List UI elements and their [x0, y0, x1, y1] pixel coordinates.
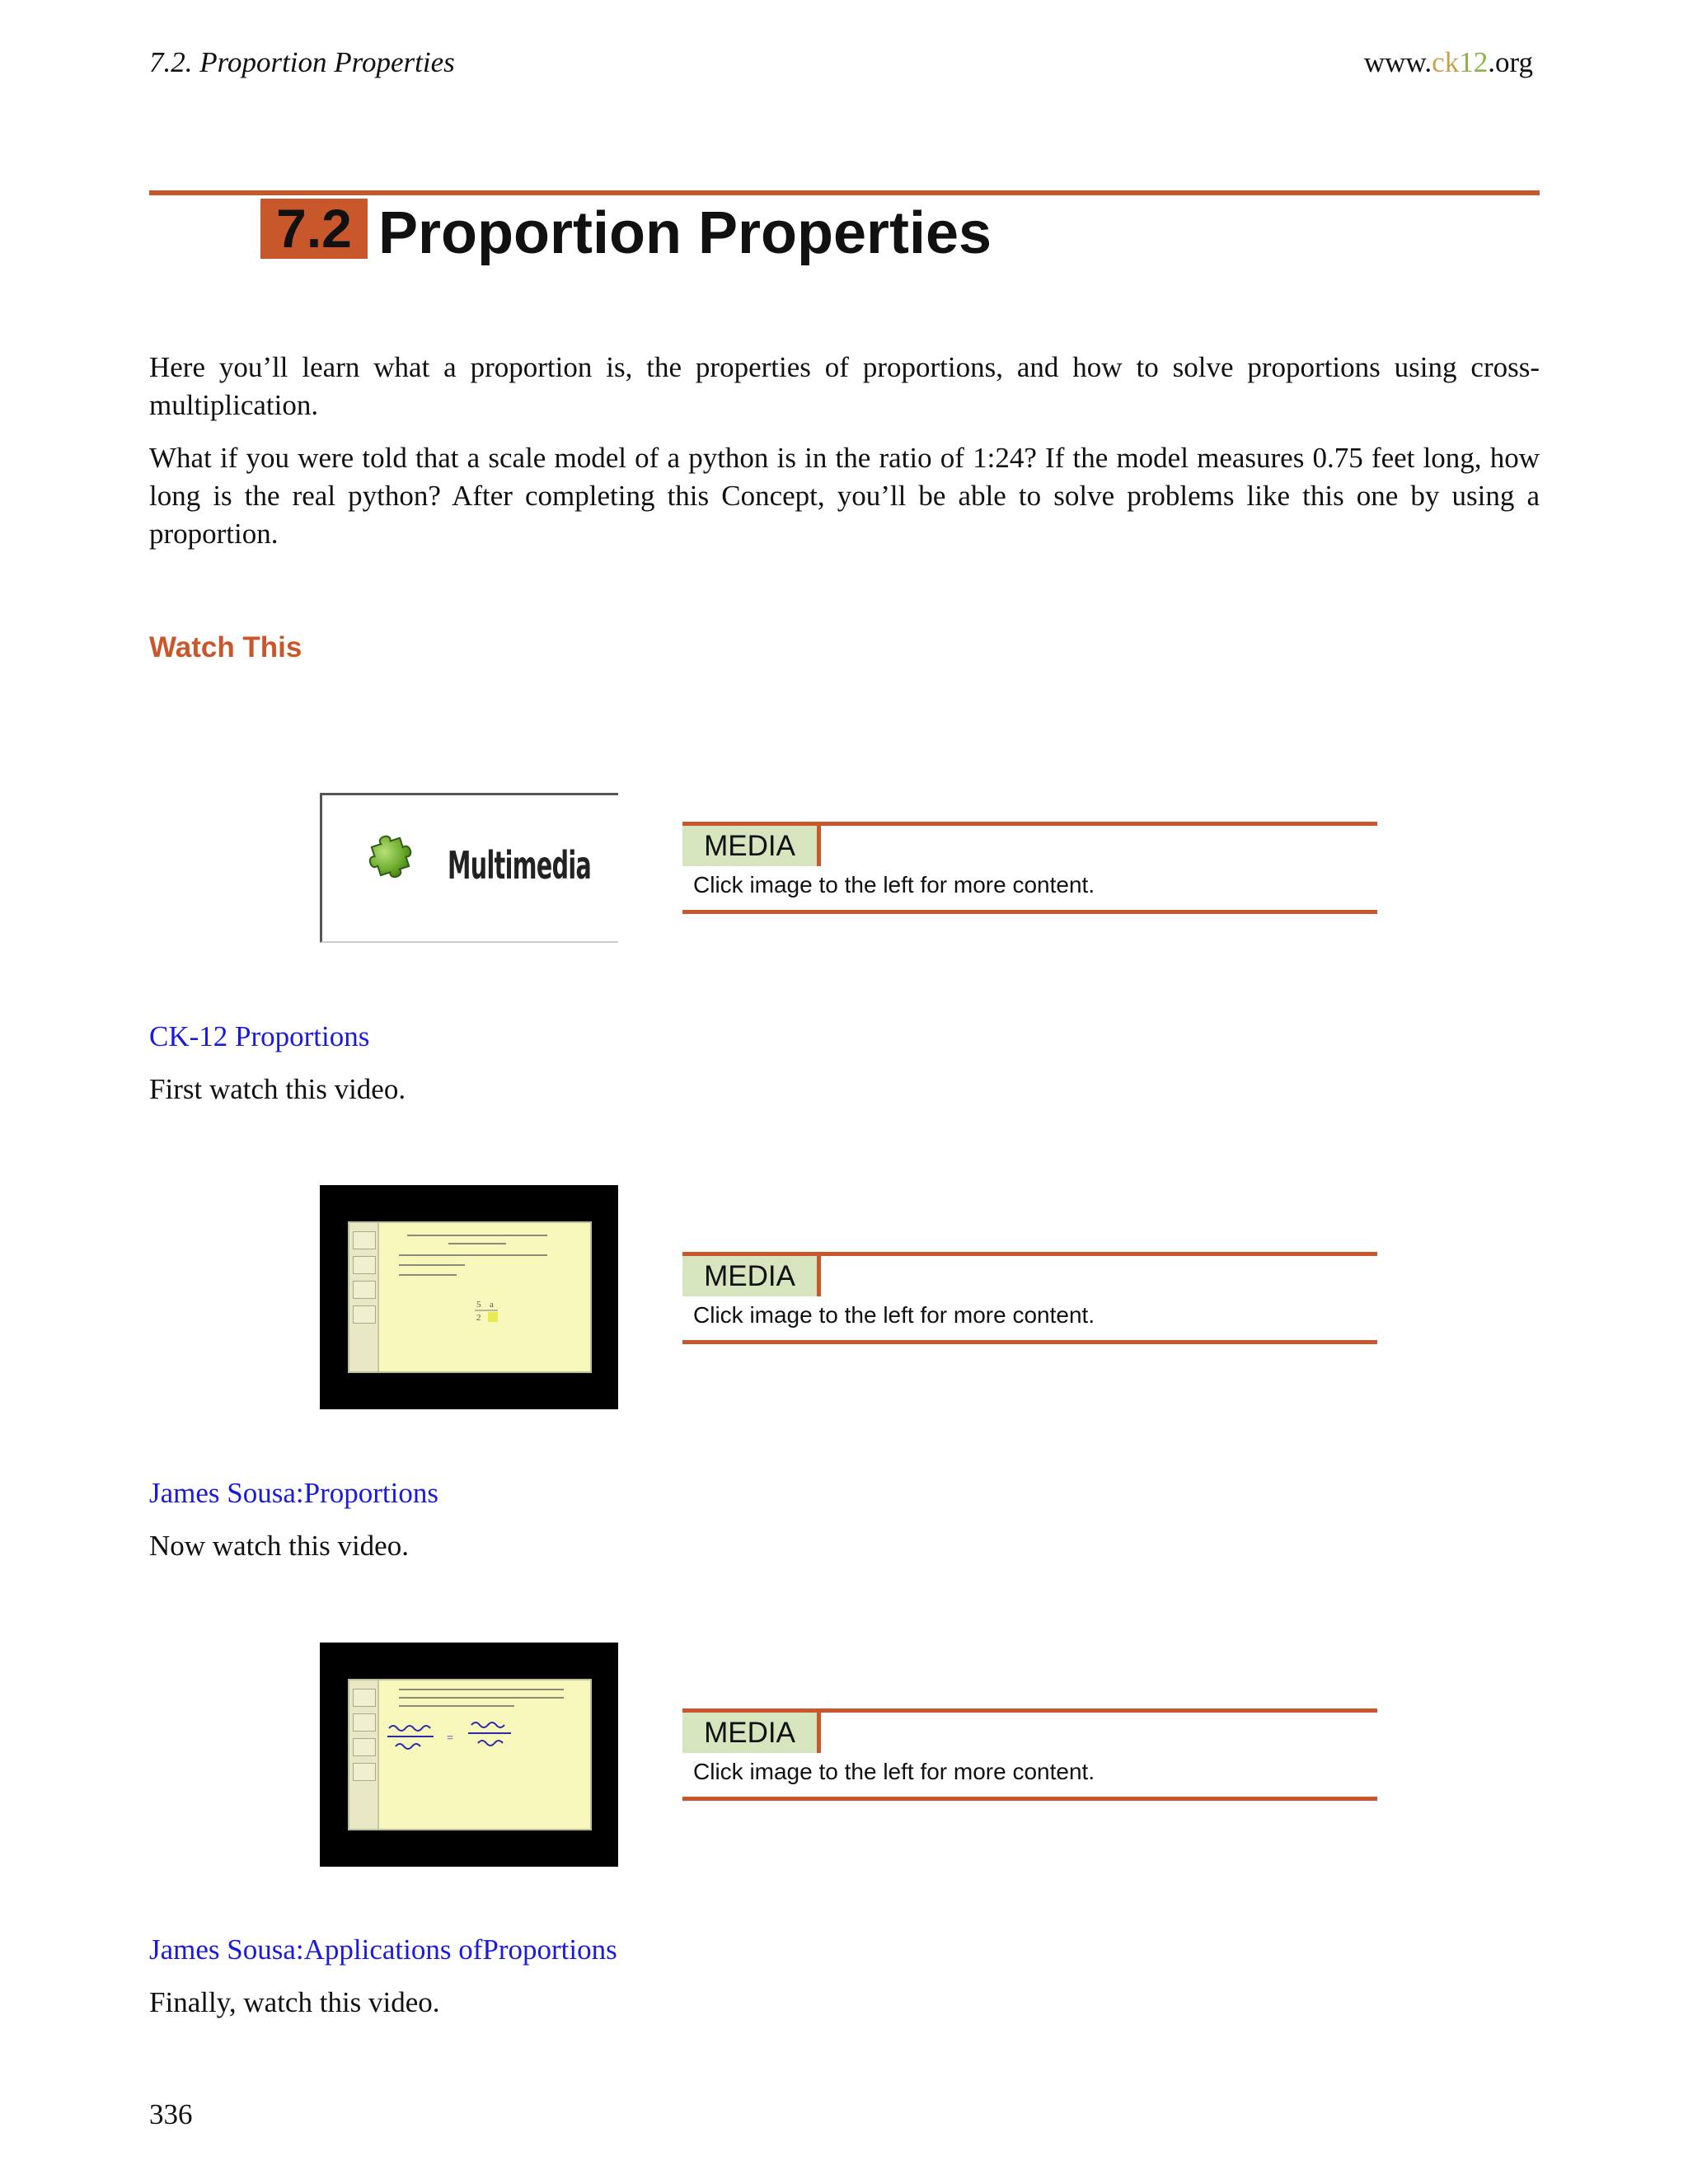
slide-text-line	[399, 1689, 564, 1690]
section-number-badge: 7.2	[260, 199, 368, 259]
svg-text:5: 5	[476, 1300, 481, 1310]
svg-text:a: a	[490, 1300, 494, 1310]
slide-thumb	[353, 1713, 376, 1732]
media-box-2	[682, 1252, 1377, 1347]
video-instruction-2: Now watch this video.	[149, 1530, 409, 1562]
video-link-ck12-proportions[interactable]: CK-12 Proportions	[149, 1020, 370, 1052]
section-title: Proportion Properties	[378, 200, 992, 266]
multimedia-label: Multimedia	[448, 843, 592, 888]
puzzle-piece-icon	[359, 830, 425, 896]
running-header-site	[1364, 46, 1533, 79]
svg-text:=: =	[447, 1732, 453, 1745]
slide-text-line	[399, 1697, 564, 1699]
video-slide-sidebar	[349, 1223, 379, 1371]
slide-thumb	[353, 1763, 376, 1781]
video-thumbnail-applications[interactable]	[320, 1643, 618, 1867]
intro-paragraph-1: Here you’ll learn what a proportion is, the properties of proportions, and how to solve proportions using cross-multiplication.	[149, 351, 1540, 421]
media-tag: MEDIA	[682, 826, 821, 866]
media-box-1	[682, 822, 1377, 916]
slide-text-line	[448, 1243, 506, 1244]
slide-thumb	[353, 1231, 376, 1249]
slide-text-line	[407, 1235, 547, 1236]
media-box-bottom-rule	[682, 1340, 1377, 1344]
slide-text-line	[399, 1264, 465, 1266]
media-caption: Click image to the left for more content.	[693, 1759, 1095, 1784]
media-box-3	[682, 1708, 1377, 1803]
slide-thumb	[353, 1256, 376, 1274]
video-slide-sidebar	[349, 1680, 379, 1829]
media-box-bottom-rule	[682, 1797, 1377, 1801]
site-prefix: www.	[1363, 46, 1432, 78]
video-thumbnail-proportions[interactable]	[320, 1185, 618, 1409]
slide-thumb	[353, 1738, 376, 1756]
multimedia-thumbnail[interactable]	[320, 793, 618, 943]
slide-text-line	[399, 1274, 457, 1276]
watch-this-heading: Watch This	[149, 631, 302, 663]
video-instruction-1: First watch this video.	[149, 1073, 406, 1105]
slide-thumb	[353, 1305, 376, 1324]
slide-thumb	[353, 1281, 376, 1299]
video-instruction-3: Finally, watch this video.	[149, 1986, 440, 2018]
running-header-title: 7.2. Proportion Properties	[149, 46, 455, 78]
slide-handwritten-proportion	[382, 1718, 539, 1760]
site-ck: ck	[1432, 46, 1460, 78]
slide-thumb	[353, 1689, 376, 1707]
video-screen	[348, 1679, 592, 1830]
media-caption: Click image to the left for more content.	[693, 1302, 1095, 1328]
page-number: 336	[149, 2098, 193, 2130]
svg-text:2: 2	[476, 1313, 481, 1323]
slide-text-line	[399, 1254, 547, 1256]
slide-text-line	[399, 1705, 514, 1707]
media-tag: MEDIA	[682, 1713, 821, 1753]
video-link-james-sousa-applications[interactable]: James Sousa:Applications ofProportions	[149, 1933, 617, 1966]
media-box-bottom-rule	[682, 910, 1377, 914]
site-12: 12	[1459, 46, 1489, 78]
site-suffix: .org	[1488, 46, 1533, 78]
video-link-james-sousa-proportions[interactable]: James Sousa:Proportions	[149, 1477, 438, 1509]
slide-fraction-sketch	[473, 1297, 514, 1330]
media-tag: MEDIA	[682, 1256, 821, 1296]
intro-paragraph-2: What if you were told that a scale model of a python is in the ratio of 1:24? If the model measures 0.75 feet long, how long is the real python? After completing this Concept, you’ll be able to solve problems like this one by using a proportion.	[149, 442, 1540, 550]
media-caption: Click image to the left for more content.	[693, 872, 1095, 898]
video-screen	[348, 1221, 592, 1373]
